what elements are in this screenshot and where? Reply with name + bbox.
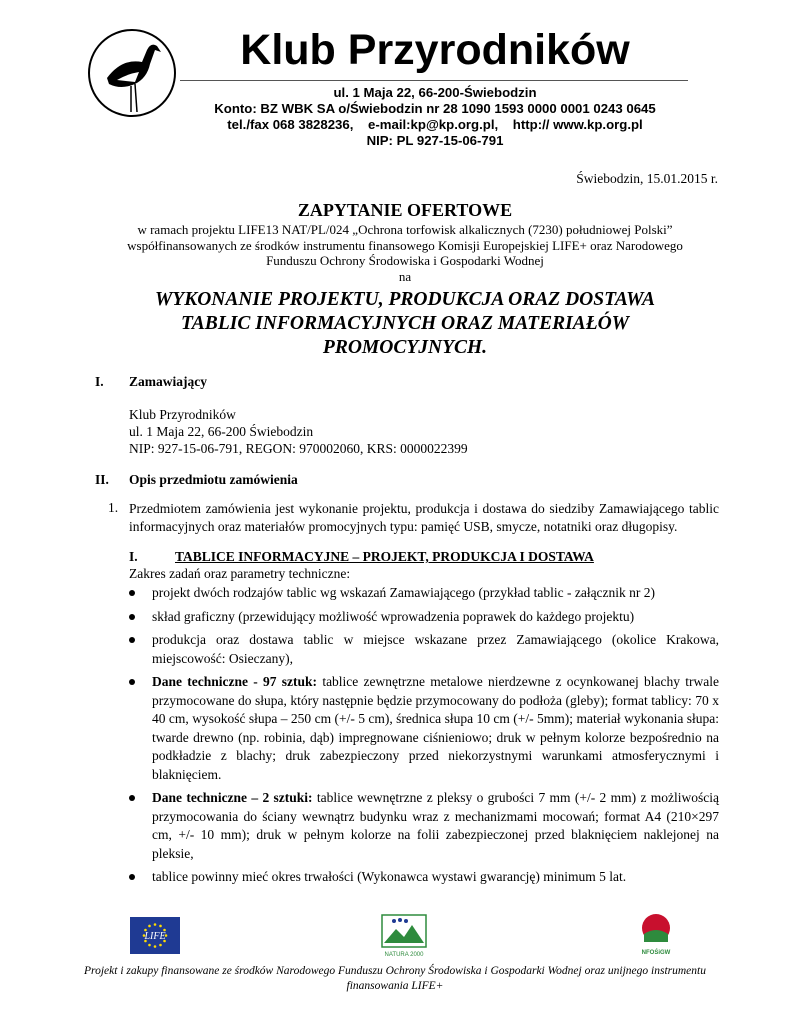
bullet-bold: Dane techniczne – 2 sztuki: [152,790,313,805]
address-line: ul. 1 Maja 22, 66-200 Świebodzin [129,424,314,439]
address-line: Klub Przyrodników [129,407,236,422]
bullet-icon [129,874,135,880]
list-item [129,584,719,603]
requirements-list [129,584,719,892]
contact-block [180,85,690,149]
eu-star [159,944,162,947]
subsection-title: TABLICE INFORMACYJNE – PROJEKT, PRODUKCJA I DOSTAWA [175,549,594,564]
bullet-text: tablice powinny mieć okres trwałości (Wykonawca wystawi gwarancję) minimum 5 lat. [152,869,627,884]
intro-line: współfinansowanych ze środków instrumentu finansowego Komisji Europejskiej LIFE+ oraz Narodowego [127,237,683,253]
list-item [129,631,719,668]
document-heading: ZAPYTANIE OFERTOWE [297,200,513,220]
subsection-number: I. [129,549,138,564]
bullet-text: produkcja oraz dostawa tablic w miejsce wskazane przez Zamawiającego (okolice Krakowa, miejscowość: Osieczany), [152,632,719,666]
bullet-icon [129,679,135,685]
bullet-icon [129,590,135,596]
eu-star [159,925,162,928]
header-divider [180,80,688,81]
eu-star [148,925,151,928]
funding-footer [70,964,720,994]
item-text: Przedmiotem zamówienia jest wykonanie projektu, produkcja i dostawa do siedziby Zamawiającego tablic informacyjnych oraz materiałów promocyjnych typu: pamięć USB, smycze, notatniki oraz długopisy. [129,501,719,534]
section-1-title: Zamawiający [129,374,207,389]
subject-title [90,288,720,360]
eu-star [148,944,151,947]
address-line: NIP: 927-15-06-791, REGON: 970002060, KRS: 0000022399 [129,441,468,456]
natura-label: NATURA 2000 [384,952,424,958]
eu-star [154,945,157,948]
section-1-number: I. [95,374,104,389]
contact-account: Konto: BZ WBK SA o/Świebodzin nr 28 1090 1593 0000 0001 0243 0645 [214,101,656,116]
section-2-number: II. [95,472,109,487]
bullet-bold: Dane techniczne - 97 sztuk: [152,674,318,689]
natura-2000-logo-icon [380,913,428,959]
footer-line: Projekt i zakupy finansowane ze środków Narodowego Funduszu Ochrony Środowiska i Gospodarki Wodnej oraz unijnego instrumentu [84,965,706,977]
eu-life-logo-icon [130,917,180,954]
eu-star [154,923,157,926]
contact-address: ul. 1 Maja 22, 66-200-Świebodzin [333,85,537,100]
intro-line: na [398,268,412,284]
list-item [129,608,719,627]
nfosigw-logo-icon [636,912,676,958]
nfosigw-label: NFOŚiGW [641,950,671,956]
bullet-text: tablice wewnętrzne z pleksy o grubości 7 mm (+/- 2 mm) z możliwością przymocowania do ściany wewnątrz budynku wraz z mechanizmami mocowań; format A4 (210×297 cm, +/- 10 mm); druk w pełnym kolorze na folii zabezpieczonej przed blaknięciem naklejonej na pleksie, [152,790,719,861]
footer-line: finansowania LIFE+ [346,980,444,992]
org-title: Klub Przyrodników [240,26,630,74]
subject-line: WYKONANIE PROJEKTU, PRODUKCJA ORAZ DOSTAWA [154,289,656,310]
intro-line: Funduszu Ochrony Środowiska i Gospodarki Wodnej [266,253,544,268]
list-item [129,673,719,784]
bullet-text: tablice zewnętrzne metalowe nierdzewne z ocynkowanej blachy trwale przymocowane do słupa, który następnie będzie przymocowany do podłoża (gleby); format tablicy: 70 x 40 cm, wysokość słupa – 250 cm (+/- 5 cm), średnica słupa 10 cm (+/- 5mm); materiał wykonania słupa: twarde drewno (np. robinia, dąb) impregnowane ciśnieniowo; druk w pełnym kolorze bezpośrednio na podkładzie z blachy; druk zabezpieczony przed niekorzystnymi warunkami atmosferycznymi i blaknięciem. [152,674,719,782]
list-item [129,868,719,887]
bullet-text: projekt dwóch rodzajów tablic wg wskazań Zamawiającego (przykład tablic - załącznik nr 2) [152,585,656,600]
item-number: 1. [108,500,119,515]
intro-block [90,222,720,284]
bullet-icon [129,637,135,643]
contact-phone-email: tel./fax 068 3828236, e-mail:kp@kp.org.pl, http:// www.kp.org.pl [227,117,643,132]
section-2-title: Opis przedmiotu zamówienia [129,472,298,487]
contact-nip: NIP: PL 927-15-06-791 [366,133,504,148]
date-line: Świebodzin, 15.01.2015 r. [576,171,718,186]
list-item [129,789,719,863]
life-label: LIFE [144,931,166,942]
intro-line: w ramach projektu LIFE13 NAT/PL/024 „Ochrona torfowisk alkalicznych (7230) południowej Polski” [137,222,673,237]
bullet-icon [129,614,135,620]
stork-logo-icon [87,28,177,118]
subject-line: PROMOCYJNYCH. [322,337,488,358]
bullet-icon [129,795,135,801]
subject-line: TABLIC INFORMACYJNYCH ORAZ MATERIAŁÓW [180,313,630,334]
bullet-text: skład graficzny (przewidujący możliwość wprowadzenia poprawek do każdego projektu) [152,608,635,624]
ordering-party-address [129,406,468,457]
scope-label: Zakres zadań oraz parametry techniczne: [129,566,351,581]
